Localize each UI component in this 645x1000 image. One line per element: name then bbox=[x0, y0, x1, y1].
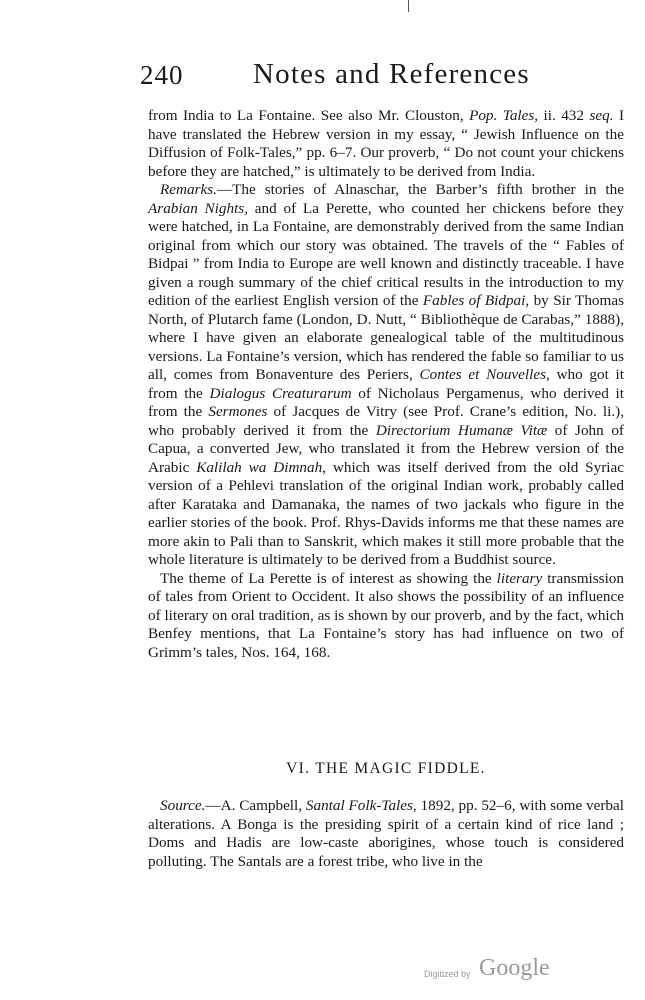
text-run: of John of Capua, a converted Jew, who translated it from the Hebrew version of the Arabic bbox=[148, 421, 624, 476]
source-section bbox=[148, 797, 624, 871]
text-run: The theme of La Perette is of interest as showing the bbox=[160, 569, 497, 587]
paragraph bbox=[148, 570, 624, 663]
italic-text: literary bbox=[496, 569, 543, 587]
text-run: , which was itself derived from the old Syriac version of a Pehlevi translation of the original Indian work, probably called after Karataka and Damanaka, the names of two jackals who figure in the earlier stories of the book. Prof. Rhys-Davids informs me that these names are more akin to Pali than to Sanskrit, which makes it still more probable that the whole literature is ultimately to be derived from a Buddhist source. bbox=[148, 458, 624, 568]
italic-text: Remarks. bbox=[160, 181, 217, 198]
watermark-small-text: Digitized by bbox=[424, 969, 471, 979]
page-header bbox=[140, 58, 570, 98]
source-paragraph bbox=[148, 797, 624, 871]
running-title: Notes and References bbox=[253, 58, 530, 90]
italic-text: Fables of Bidpai bbox=[422, 292, 526, 309]
text-run: , and of La Perette, who counted her chickens before they were hatched, in La Fontaine, are demonstrably derived from the same Indian original from which our story was obtained. The travels of the “ Fables of Bidpai ” from India to Europe are well known and distinctly traceable. I have given a rough summary of the chief critical results in the introduction to my edition of the earliest English version of the bbox=[148, 199, 624, 309]
notes-body bbox=[148, 107, 624, 662]
paragraph bbox=[148, 181, 624, 570]
text-run: , 1892, pp. 52–6, with some verbal alterations. A Bonga is the presiding spirit of a certain kind of rice land ; Doms and Hadis are low-caste aborigines, whose touch is considered polluting. The Santals are a forest tribe, who live in the bbox=[148, 797, 624, 870]
paragraph bbox=[148, 107, 624, 181]
italic-text: Contes et Nouvelles bbox=[419, 366, 546, 383]
text-run: of Jacques de Vitry (see Prof. Crane’s edition, No. li.), who probably derived it from the bbox=[148, 403, 625, 439]
text-run: I have translated the Hebrew version in my essay, “ Jewish Influence on the Diffusion of Folk-Tales,” pp. 6–7. Our proverb, “ Do not count your chickens before they are hatched,” is ultimately to be derived from India. bbox=[148, 107, 625, 180]
italic-text: Source. bbox=[160, 797, 206, 814]
text-run: —A. Campbell, bbox=[205, 797, 306, 814]
scan-mark bbox=[408, 0, 409, 12]
text-run: , by Sir Thomas North, of Plutarch fame (London, D. Nutt, “ Bibliothèque de Carabas,” 1888), where I have given an elaborate genealogical table of the multitudinous versions. La Fontaine’s version, which has rendered the fable so familiar to us all, comes from Bonaventure des Periers, bbox=[148, 292, 624, 383]
text-run: transmission of tales from Orient to Occident. It also shows the possibility of an influence of literary on oral tradition, as is shown by our proverb, and by the fact, which Benfey mentions, that La Fontaine’s story has had influence on two of Grimm’s tales, Nos. 164, 168. bbox=[148, 569, 624, 661]
page-number: 240 bbox=[140, 60, 184, 90]
text-run: , ii. 432 bbox=[534, 107, 590, 124]
italic-text: Directorium Humanæ Vitæ bbox=[375, 421, 548, 439]
italic-text: Santal Folk-Tales bbox=[305, 797, 413, 814]
google-logo: Google bbox=[479, 955, 550, 981]
section-heading: VI. THE MAGIC FIDDLE. bbox=[286, 760, 486, 777]
text-run: of Nicholaus Pergamenus, who derived it from the bbox=[148, 384, 625, 420]
italic-text: Kalilah wa Dimnah bbox=[196, 458, 323, 476]
italic-text: Sermones bbox=[208, 403, 268, 420]
digitized-watermark bbox=[424, 955, 564, 985]
text-run: —The stories of Alnaschar, the Barber’s fifth brother in the bbox=[216, 181, 624, 198]
italic-text: seq. bbox=[589, 107, 614, 124]
italic-text: Pop. Tales bbox=[469, 107, 535, 124]
text-run: , who got it from the bbox=[148, 366, 624, 402]
italic-text: Dialogus Creaturarum bbox=[209, 384, 352, 402]
text-run: from India to La Fontaine. See also Mr. Clouston, bbox=[148, 107, 470, 124]
italic-text: Arabian Nights bbox=[148, 199, 245, 217]
